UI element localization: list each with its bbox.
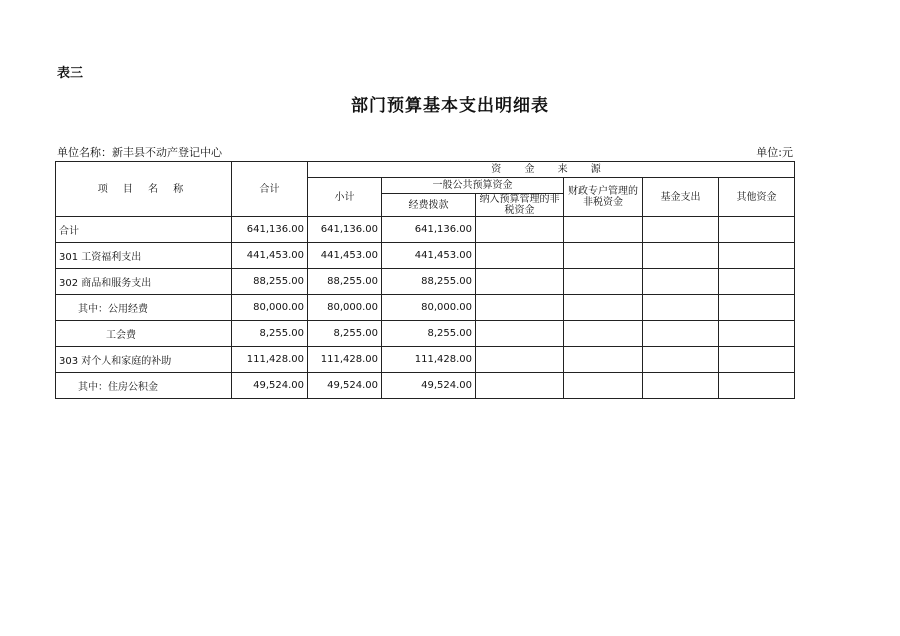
cell-non-tax-in-budget (476, 243, 564, 269)
cell-total: 49,524.00 (232, 373, 308, 399)
cell-total: 441,453.00 (232, 243, 308, 269)
cell-appropriation: 80,000.00 (382, 295, 476, 321)
header-other-funds: 其他资金 (719, 178, 795, 217)
cell-other-funds (719, 347, 795, 373)
cell-fiscal-non-tax (564, 321, 643, 347)
page-title: 部门预算基本支出明细表 (351, 96, 549, 116)
cell-fiscal-non-tax (564, 243, 643, 269)
header-fund-expenditure: 基金支出 (643, 178, 719, 217)
header-fiscal-non-tax: 财政专户管理的非税资金 (564, 178, 643, 217)
cell-total: 80,000.00 (232, 295, 308, 321)
cell-subtotal: 111,428.00 (308, 347, 382, 373)
cell-fiscal-non-tax (564, 269, 643, 295)
table-row (56, 373, 795, 399)
header-non-tax-in-budget: 纳入预算管理的非税资金 (476, 194, 564, 217)
cell-fund-expenditure (643, 373, 719, 399)
cell-non-tax-in-budget (476, 347, 564, 373)
cell-other-funds (719, 373, 795, 399)
table-row (56, 295, 795, 321)
cell-appropriation: 111,428.00 (382, 347, 476, 373)
cell-total: 8,255.00 (232, 321, 308, 347)
currency-unit-label: 单位:元 (756, 146, 793, 159)
cell-other-funds (719, 217, 795, 243)
header-total: 合计 (232, 162, 308, 217)
cell-fund-expenditure (643, 243, 719, 269)
cell-other-funds (719, 269, 795, 295)
cell-other-funds (719, 295, 795, 321)
header-fund-source: 资 金 来 源 (308, 162, 795, 178)
table-row (56, 321, 795, 347)
cell-fiscal-non-tax (564, 347, 643, 373)
table-row (56, 269, 795, 295)
cell-non-tax-in-budget (476, 217, 564, 243)
cell-fund-expenditure (643, 269, 719, 295)
cell-other-funds (719, 321, 795, 347)
cell-total: 641,136.00 (232, 217, 308, 243)
header-general-budget: 一般公共预算资金 (382, 178, 564, 194)
cell-subtotal: 88,255.00 (308, 269, 382, 295)
cell-appropriation: 641,136.00 (382, 217, 476, 243)
cell-subtotal: 441,453.00 (308, 243, 382, 269)
cell-appropriation: 441,453.00 (382, 243, 476, 269)
cell-subtotal: 49,524.00 (308, 373, 382, 399)
row-item-name: 其中：住房公积金 (56, 373, 232, 399)
row-item-name: 合计 (56, 217, 232, 243)
header-subtotal: 小计 (308, 178, 382, 217)
cell-fiscal-non-tax (564, 295, 643, 321)
row-item-name: 其中：公用经费 (56, 295, 232, 321)
cell-subtotal: 80,000.00 (308, 295, 382, 321)
row-item-name: 302 商品和服务支出 (56, 269, 232, 295)
cell-appropriation: 49,524.00 (382, 373, 476, 399)
cell-fund-expenditure (643, 217, 719, 243)
cell-appropriation: 8,255.00 (382, 321, 476, 347)
header-item-name: 项 目 名 称 (56, 162, 232, 217)
cell-fiscal-non-tax (564, 373, 643, 399)
cell-fund-expenditure (643, 347, 719, 373)
cell-appropriation: 88,255.00 (382, 269, 476, 295)
row-item-name: 工会费 (56, 321, 232, 347)
cell-total: 111,428.00 (232, 347, 308, 373)
row-item-name: 301 工资福利支出 (56, 243, 232, 269)
unit-name-label: 单位名称：新丰县不动产登记中心 (57, 146, 222, 159)
cell-total: 88,255.00 (232, 269, 308, 295)
cell-fund-expenditure (643, 295, 719, 321)
table-row (56, 347, 795, 373)
cell-subtotal: 8,255.00 (308, 321, 382, 347)
table-number-label: 表三 (57, 66, 84, 81)
cell-non-tax-in-budget (476, 321, 564, 347)
cell-other-funds (719, 243, 795, 269)
cell-non-tax-in-budget (476, 373, 564, 399)
header-appropriation: 经费拨款 (382, 194, 476, 217)
cell-non-tax-in-budget (476, 269, 564, 295)
budget-expenditure-table (55, 161, 795, 399)
row-item-name: 303 对个人和家庭的补助 (56, 347, 232, 373)
cell-non-tax-in-budget (476, 295, 564, 321)
cell-fund-expenditure (643, 321, 719, 347)
table-row (56, 243, 795, 269)
cell-subtotal: 641,136.00 (308, 217, 382, 243)
table-body (56, 217, 795, 399)
table-row (56, 217, 795, 243)
cell-fiscal-non-tax (564, 217, 643, 243)
